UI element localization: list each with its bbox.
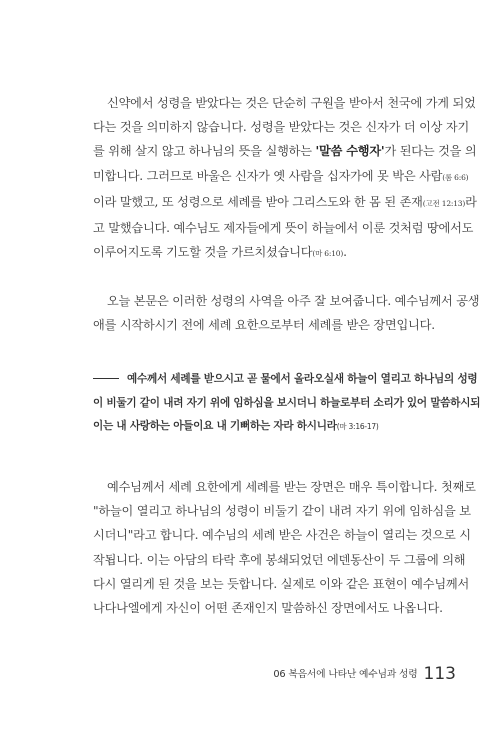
text-run: 이는 내 사랑하는 아들이요 내 기뻐하는 자라 하시니라 [93, 420, 337, 432]
text-line: 작됩니다. 이는 아담의 타락 후에 봉쇄되었던 에덴동산이 두 그룹에 의해 [93, 552, 466, 567]
scripture-quote [93, 368, 481, 439]
text-line: 시더니"라고 합니다. 예수님의 세례 받은 사건은 하늘이 열리는 것으로 시 [93, 528, 471, 543]
paragraph-2 [93, 289, 480, 337]
text-line: 다시 열리게 된 것을 보는 듯합니다. 실제로 이와 같은 표현이 예수님께서 [93, 576, 470, 591]
text-run: 라 [465, 194, 477, 209]
text-line: "하늘이 열리고 하나님의 성령이 비둘기 같이 내려 자기 위에 임하심을 보 [93, 504, 471, 519]
quote-dash [93, 378, 119, 379]
emphasis-text: '말씀 수행자' [315, 144, 385, 159]
text-line: 오늘 본문은 이러한 성령의 사역을 아주 잘 보여줍니다. 예수님께서 공생 [107, 294, 480, 308]
quote-line: 이 비둘기 같이 내려 자기 위에 임하심을 보시더니 하늘로부터 소리가 있어 말씀하시되 [93, 396, 481, 409]
text-run: 가 된다는 것을 의 [384, 144, 477, 159]
scripture-reference: (마 6:10) [312, 249, 344, 259]
scripture-reference: (마 3:16-17) [336, 422, 379, 431]
text-line [93, 139, 477, 163]
text-line: 신약에서 성령을 받았다는 것은 단순히 구원을 받아서 천국에 가게 되었 [107, 96, 476, 110]
text-run: . [343, 245, 347, 260]
text-run: 를 위해 살지 않고 하나님의 뜻을 실행하는 [93, 144, 316, 159]
paragraph-3 [93, 475, 476, 620]
text-run: 이라 말했고, 또 성령으로 세례를 받아 그리스도와 한 몸 된 존재 [93, 194, 423, 209]
page-number: 113 [423, 664, 456, 684]
page-footer [273, 664, 456, 684]
quote-line [93, 368, 478, 392]
paragraph-1 [93, 91, 477, 266]
text-line: 다는 것을 의미하지 않습니다. 성령을 받았다는 것은 신자가 더 이상 자기 [93, 120, 470, 135]
text-line: 예수님께서 세례 요한에게 세례를 받는 장면은 매우 특이합니다. 첫째로 [107, 480, 476, 494]
text-run: 예수께서 세례를 받으시고 곧 물에서 올라오실새 하늘이 열리고 하나님의 성령 [127, 373, 478, 385]
text-line: 애를 시작하시기 전에 세례 요한으로부터 세례를 받은 장면입니다. [93, 318, 435, 333]
text-run: 미합니다. 그러므로 바울은 신자가 옛 사람을 십자가에 못 박은 사람 [93, 168, 443, 183]
text-line: 고 말했습니다. 예수님도 제자들에게 뜻이 하늘에서 이룬 것처럼 땅에서도 [93, 221, 474, 236]
text-line [93, 164, 469, 190]
text-line: 나다나엘에게 자신이 어떤 존재인지 말씀하신 장면에서도 나옵니다. [93, 601, 443, 616]
scripture-reference: (롬 6:6) [442, 172, 469, 182]
text-line [93, 190, 477, 216]
quote-line [93, 415, 455, 439]
scripture-reference: (고전 12:13) [422, 198, 466, 208]
chapter-title: 06 복음서에 나타난 예수님과 성령 [273, 669, 418, 680]
text-line [93, 240, 455, 266]
text-run: 이루어지도록 기도할 것을 가르치셨습니다 [93, 245, 313, 260]
